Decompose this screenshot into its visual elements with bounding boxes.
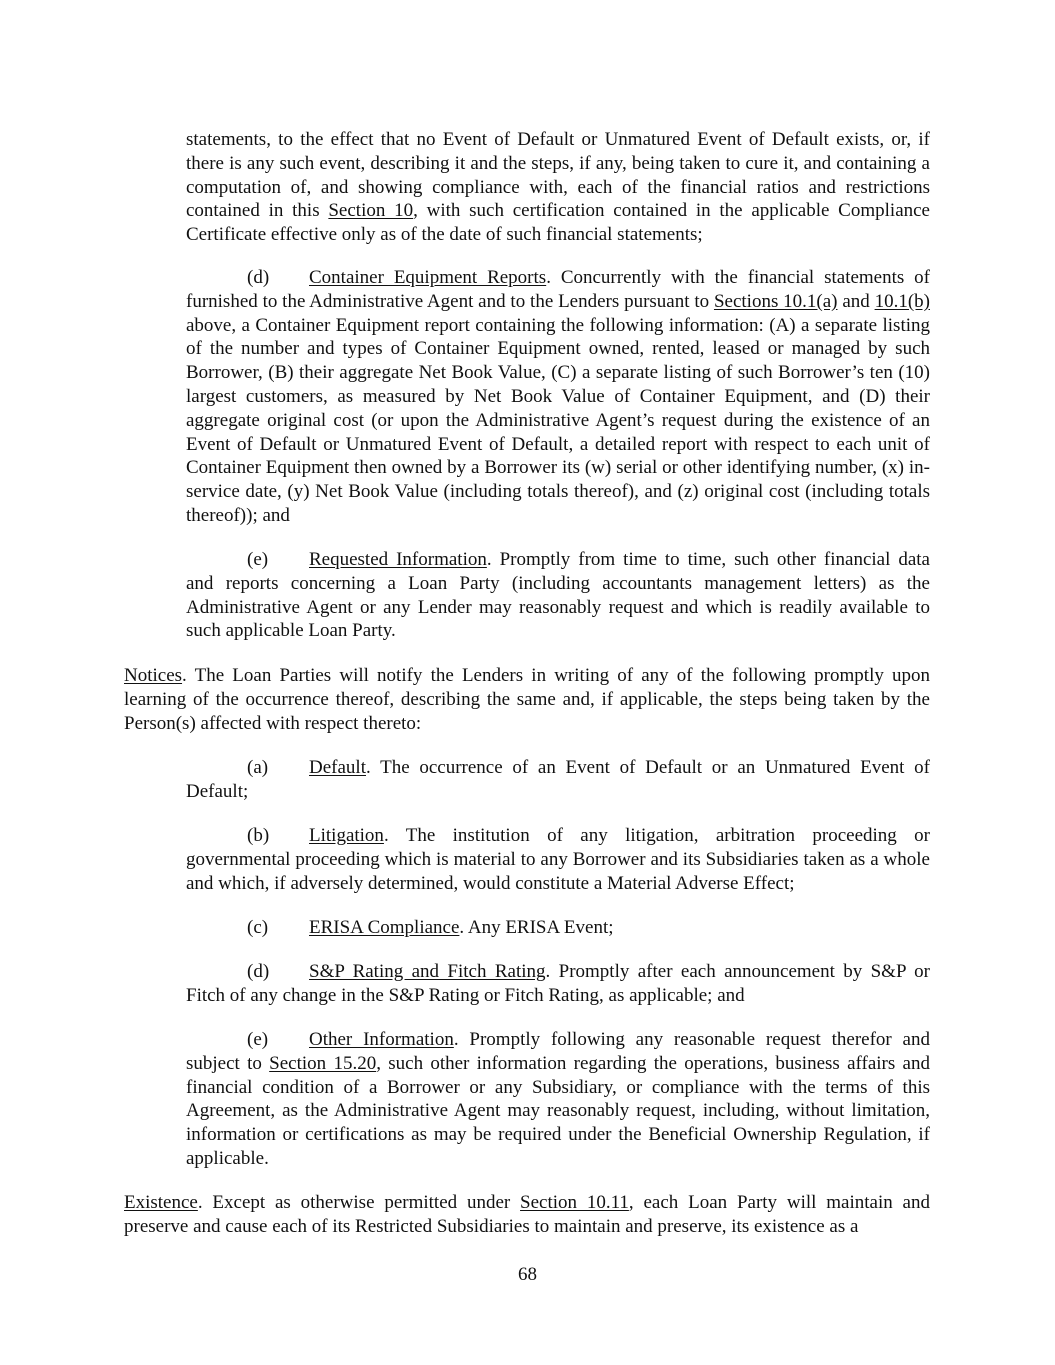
paragraph-d-container-equipment-reports <box>186 266 930 528</box>
paragraph-text: and <box>837 290 875 312</box>
paragraph-text: . The Loan Parties will notify the Lenders in writing of any of the following promptly upon learning of the occurrence thereof, describing the same and, if applicable, the steps being taken by the Person(s) affected with respect thereto: <box>124 665 930 734</box>
paragraph-text: , with such certification contained in the applicable Compliance Certificate effective only as of the date of such financial statements; <box>186 200 930 246</box>
notice-c-erisa-compliance <box>186 916 930 940</box>
paragraph-text: , such other information regarding the operations, business affairs and financial condition of a Borrower or any Subsidiary, or compliance with the terms of this Agreement, as the Administrative Agent may reasonably request, including, without limitation, information or certifications as may be required under the Beneficial Ownership Regulation, if applicable. <box>186 1052 930 1169</box>
item-heading: Litigation <box>309 825 384 846</box>
section-reference: 10.1(b) <box>874 290 930 312</box>
section-reference: Section 10.11 <box>520 1192 629 1213</box>
item-label: (e) <box>247 1029 269 1050</box>
item-heading: Default <box>309 757 366 778</box>
item-label: (c) <box>247 917 269 938</box>
section-heading: Existence <box>124 1192 198 1213</box>
paragraph-text: , each Loan Party will maintain and preserve and cause each of its Restricted Subsidiaries to maintain and preserve, its existence as a <box>124 1192 930 1237</box>
section-reference: Section 10 <box>328 200 414 222</box>
existence-paragraph <box>124 1191 930 1239</box>
paragraph-text: . The institution of any litigation, arbitration proceeding or governmental proceeding which is material to any Borrower and its Subsidiaries taken as a whole and which, if adversely determined, would constitute a Material Adverse Effect; <box>186 825 930 894</box>
item-heading: Requested Information <box>309 549 487 570</box>
paragraph-text: . Concurrently with the financial statements of furnished to the Administrative Agent and to the Lenders pursuant to <box>186 267 931 312</box>
notice-e-other-information <box>186 1028 930 1171</box>
item-label: (d) <box>247 267 270 288</box>
paragraph-text: . The occurrence of an Event of Default or an Unmatured Event of Default; <box>186 757 930 802</box>
paragraph-text: . Promptly after each announcement by S&P or Fitch of any change in the S&P Rating or Fitch Rating, as applicable; and <box>186 961 931 1006</box>
section-heading: Notices <box>124 665 183 686</box>
paragraph-c-continuation <box>186 128 930 247</box>
notice-a-default <box>186 756 930 804</box>
item-heading: Other Information <box>309 1029 454 1050</box>
item-label: (a) <box>247 757 269 778</box>
notice-b-litigation <box>186 824 930 895</box>
paragraph-text: above, a Container Equipment report containing the following information: (A) a separate listing of the number and types of Container Equipment owned, rented, leased or managed by such Borrower, (B) their aggregate Net Book Value, (C) a separate listing of such Borrower’s ten (10) largest customers, as measured by Net Book Value of Container Equipment, and (D) their aggregate original cost (or upon the Administrative Agent’s request during the existence of an Event of Default or Unmatured Event of Default, a detailed report with respect to each unit of Container Equipment then owned by a Borrower its (w) serial or other identifying number, (x) in-service date, (y) Net Book Value (including totals thereof), and (z) original cost (including totals thereof)); and <box>186 314 930 526</box>
item-label: (b) <box>247 825 270 846</box>
section-reference: Section 15.20 <box>269 1052 377 1074</box>
paragraph-e-requested-information <box>186 548 930 643</box>
notice-d-ratings <box>186 960 930 1008</box>
paragraph-text: . Except as otherwise permitted under <box>197 1192 521 1213</box>
paragraph-text: statements, to the effect that no Event of Default or Unmatured Event of Default exists, or, if there is any such event, describing it and the steps, if any, being taken to cure it, and containing a computation of, and showing compliance with, each of the financial ratios and restrictions contained in this <box>186 129 930 222</box>
paragraph-text: . Promptly from time to time, such other financial data and reports concerning a Loan Party (including accountants management letters) as the Administrative Agent or any Lender may reasonably request and which is readily available to such applicable Loan Party. <box>186 549 930 642</box>
item-heading: ERISA Compliance <box>309 917 460 938</box>
item-label: (e) <box>247 549 269 570</box>
item-label: (d) <box>247 961 270 982</box>
page-number: 68 <box>518 1264 537 1285</box>
item-heading: S&P Rating and Fitch Rating <box>309 961 546 982</box>
paragraph-text: . Promptly following any reasonable request therefor and subject to <box>186 1029 930 1074</box>
section-reference: Sections 10.1(a) <box>713 290 838 312</box>
item-heading: Container Equipment Reports <box>309 267 547 288</box>
paragraph-text: . Any ERISA Event; <box>459 917 614 938</box>
notices-paragraph <box>124 664 930 735</box>
